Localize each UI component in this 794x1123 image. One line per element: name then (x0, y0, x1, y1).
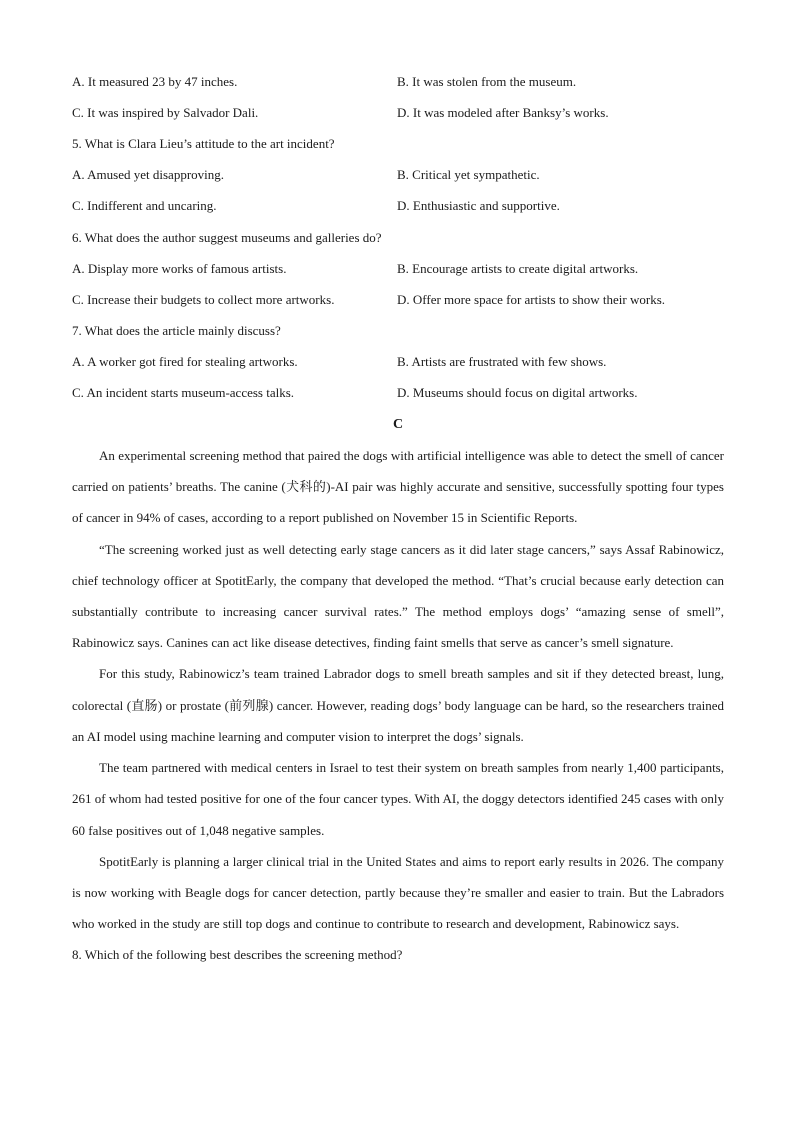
q7-options-row-1 (72, 347, 724, 378)
q4-options-row-2 (72, 97, 724, 128)
passage-paragraph-4: The team partnered with medical centers in Israel to test their system on breath samples from nearly 1,400 participants, 261 of whom had tested positive for one of the four cancer types. With AI, the doggy detectors identified 245 cases with only 60 false positives out of 1,048 negative samples. (72, 760, 724, 838)
q5-options-row-1 (72, 160, 724, 191)
q4-option-c[interactable]: C. It was inspired by Salvador Dali. (72, 104, 259, 120)
q6-option-b[interactable]: B. Encourage artists to create digital artworks. (397, 260, 639, 276)
q7-question: 7. What does the article mainly discuss? (72, 323, 281, 339)
q4-options-row-1 (72, 66, 724, 97)
passage-paragraph-1: An experimental screening method that paired the dogs with artificial intelligence was able to detect the smell of cancer carried on patients’ breaths. The canine (犬科的)-AI pair was highly accurate and sensitive, successfully spotting four types of cancer in 94% of cases, according to a report published on November 15 in Scientific Reports. (72, 448, 724, 526)
q6-option-d[interactable]: D. Offer more space for artists to show their works. (397, 291, 665, 307)
q5-option-c[interactable]: C. Indifferent and uncaring. (72, 198, 217, 214)
q7-option-d[interactable]: D. Museums should focus on digital artworks. (397, 385, 638, 401)
q5-option-a[interactable]: A. Amused yet disapproving. (72, 167, 225, 183)
passage-paragraph-3: For this study, Rabinowicz’s team trained Labrador dogs to smell breath samples and sit if they detected breast, lung, colorectal (直肠) or prostate (前列腺) cancer. However, reading dogs’ body language can be hard, so the researchers trained an AI model using machine learning and computer vision to interpret the dogs’ signals. (72, 666, 724, 744)
q5-question: 5. What is Clara Lieu’s attitude to the art incident? (72, 135, 335, 151)
passage-paragraph-2: “The screening worked just as well detecting early stage cancers as it did later stage cancers,” says Assaf Rabinowicz, chief technology officer at SpotitEarly, the company that developed the method. “That’s crucial because early detection can substantially contribute to increasing cancer survival rates.” The method employs dogs’ “amazing sense of smell”, Rabinowicz says. Canines can act like disease detectives, finding faint smells that serve as cancer’s smell signature. (72, 541, 724, 651)
q4-option-a[interactable]: A. It measured 23 by 47 inches. (72, 73, 238, 89)
section-c-title: C (392, 416, 404, 432)
q6-option-c[interactable]: C. Increase their budgets to collect more artworks. (72, 291, 335, 307)
q6-option-a[interactable]: A. Display more works of famous artists. (72, 260, 287, 276)
q7-option-b[interactable]: B. Artists are frustrated with few shows. (397, 354, 607, 370)
q5-option-b[interactable]: B. Critical yet sympathetic. (397, 167, 540, 183)
q7-option-c[interactable]: C. An incident starts museum-access talks. (72, 385, 295, 401)
q5-options-row-2 (72, 191, 724, 222)
q6-options-row-1 (72, 253, 724, 284)
q8-question: 8. Which of the following best describes the screening method? (72, 946, 403, 962)
q6-question: 6. What does the author suggest museums and galleries do? (72, 229, 382, 245)
passage-paragraph-5: SpotitEarly is planning a larger clinical trial in the United States and aims to report early results in 2026. The company is now working with Beagle dogs for cancer detection, partly because they’re smaller and easier to train. But the Labradors who worked in the study are still top dogs and continue to contribute to research and development, Rabinowicz says. (72, 853, 724, 932)
q6-options-row-2 (72, 284, 724, 315)
exam-page (72, 66, 724, 971)
q7-option-a[interactable]: A. A worker got fired for stealing artworks. (72, 354, 298, 370)
q5-option-d[interactable]: D. Enthusiastic and supportive. (397, 198, 560, 214)
q7-options-row-2 (72, 378, 724, 409)
q4-option-b[interactable]: B. It was stolen from the museum. (397, 73, 577, 89)
q4-option-d[interactable]: D. It was modeled after Banksy’s works. (397, 104, 609, 120)
